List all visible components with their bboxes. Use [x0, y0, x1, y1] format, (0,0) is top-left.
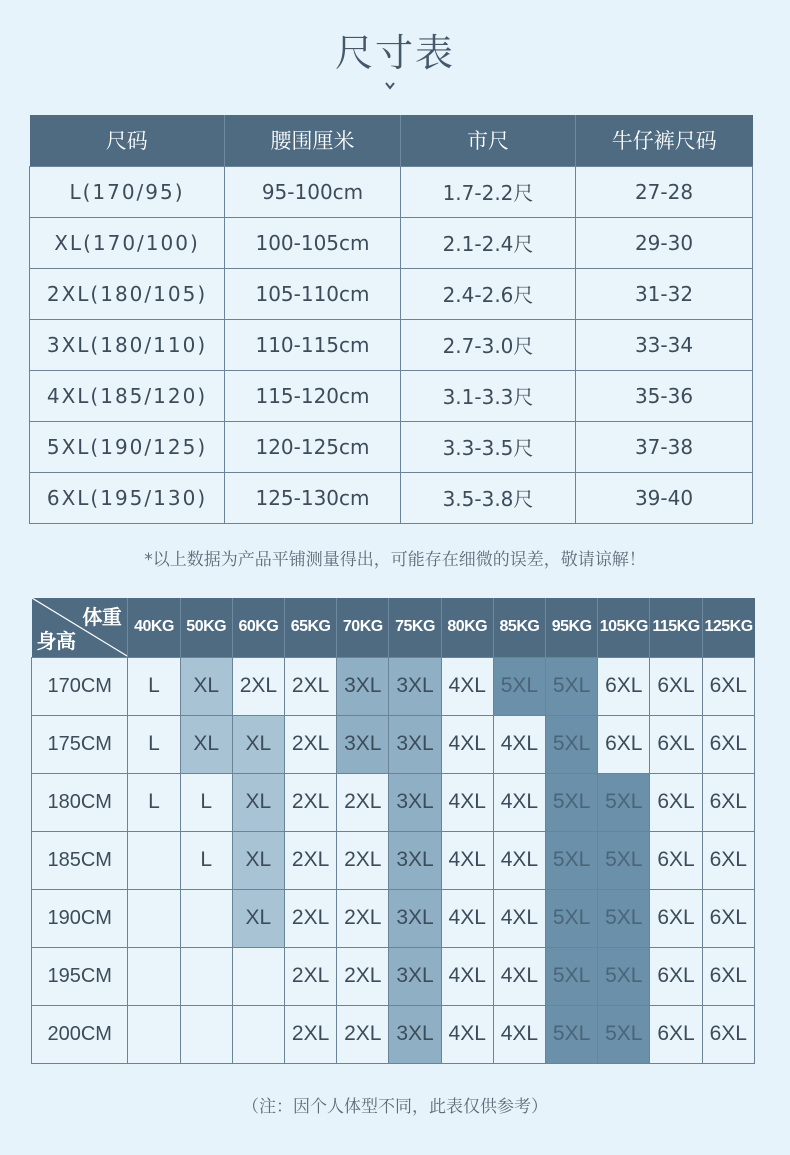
- weight-header: 85KG: [493, 598, 545, 657]
- size-cell: 4XL: [441, 773, 493, 831]
- measurement-note: *以上数据为产品平铺测量得出，可能存在细微的误差，敬请谅解！: [144, 550, 646, 570]
- size-cell: 5XL: [546, 947, 598, 1005]
- table-row: [30, 268, 753, 319]
- weight-header: 125KG: [702, 598, 754, 657]
- size-cell: 2XL: [285, 657, 337, 715]
- cell-jeans-size: 27-28: [576, 166, 753, 217]
- size-cell: XL: [232, 773, 284, 831]
- weight-header: 115KG: [650, 598, 702, 657]
- cell-size: 3XL(180/110): [30, 319, 225, 370]
- weight-header: 65KG: [285, 598, 337, 657]
- size-table: [29, 115, 753, 524]
- size-cell: [128, 889, 180, 947]
- size-cell: L: [128, 657, 180, 715]
- size-cell: 2XL: [285, 889, 337, 947]
- cell-jeans-size: 35-36: [576, 370, 753, 421]
- size-cell: [128, 831, 180, 889]
- table-row: [32, 831, 755, 889]
- size-cell: 5XL: [546, 831, 598, 889]
- table-row: [30, 166, 753, 217]
- size-cell: 6XL: [702, 773, 754, 831]
- cell-chinese-foot: 2.1-2.4尺: [401, 217, 576, 268]
- weight-header: 80KG: [441, 598, 493, 657]
- size-cell: 3XL: [389, 889, 441, 947]
- size-cell: 4XL: [493, 947, 545, 1005]
- weight-header: 105KG: [598, 598, 650, 657]
- size-cell: [180, 889, 232, 947]
- table-row: [32, 715, 755, 773]
- size-cell: XL: [232, 831, 284, 889]
- cell-waist: 125-130cm: [225, 472, 401, 523]
- size-cell: 2XL: [232, 657, 284, 715]
- size-cell: 5XL: [598, 773, 650, 831]
- weight-header: 70KG: [337, 598, 389, 657]
- size-cell: 5XL: [598, 947, 650, 1005]
- weight-header: 60KG: [232, 598, 284, 657]
- cell-size: 4XL(185/120): [30, 370, 225, 421]
- height-label: 190CM: [32, 889, 128, 947]
- size-cell: 4XL: [441, 831, 493, 889]
- table-row: [30, 217, 753, 268]
- cell-jeans-size: 37-38: [576, 421, 753, 472]
- cell-waist: 105-110cm: [225, 268, 401, 319]
- size-cell: 6XL: [702, 715, 754, 773]
- cell-chinese-foot: 3.1-3.3尺: [401, 370, 576, 421]
- size-cell: 6XL: [650, 947, 702, 1005]
- size-cell: 6XL: [650, 1005, 702, 1063]
- cell-waist: 100-105cm: [225, 217, 401, 268]
- reference-note: （注：因个人体型不同，此表仅供参考）: [242, 1097, 548, 1117]
- size-cell: L: [180, 831, 232, 889]
- size-cell: L: [128, 715, 180, 773]
- cell-waist: 110-115cm: [225, 319, 401, 370]
- size-cell: 6XL: [598, 657, 650, 715]
- cell-jeans-size: 31-32: [576, 268, 753, 319]
- size-cell: L: [128, 773, 180, 831]
- size-cell: 2XL: [337, 947, 389, 1005]
- size-cell: 4XL: [493, 889, 545, 947]
- size-cell: 6XL: [650, 831, 702, 889]
- size-cell: 6XL: [702, 657, 754, 715]
- chevron-down-icon: [385, 82, 395, 90]
- size-cell: 4XL: [441, 889, 493, 947]
- size-cell: 5XL: [493, 657, 545, 715]
- weight-header: 40KG: [128, 598, 180, 657]
- cell-chinese-foot: 3.5-3.8尺: [401, 472, 576, 523]
- table-row: [30, 421, 753, 472]
- size-cell: [232, 947, 284, 1005]
- header-size: 尺码: [30, 115, 225, 166]
- size-cell: 2XL: [285, 831, 337, 889]
- cell-chinese-foot: 1.7-2.2尺: [401, 166, 576, 217]
- height-label: 175CM: [32, 715, 128, 773]
- size-cell: 5XL: [546, 715, 598, 773]
- size-cell: 5XL: [546, 657, 598, 715]
- cell-chinese-foot: 2.4-2.6尺: [401, 268, 576, 319]
- size-cell: 6XL: [650, 657, 702, 715]
- height-label: 200CM: [32, 1005, 128, 1063]
- size-cell: 4XL: [493, 1005, 545, 1063]
- size-cell: 4XL: [493, 773, 545, 831]
- weight-header: 95KG: [546, 598, 598, 657]
- size-cell: 5XL: [598, 889, 650, 947]
- weight-header: 75KG: [389, 598, 441, 657]
- size-cell: XL: [180, 657, 232, 715]
- size-cell: 3XL: [337, 657, 389, 715]
- height-label: 170CM: [32, 657, 128, 715]
- size-cell: 5XL: [546, 889, 598, 947]
- size-cell: 6XL: [650, 715, 702, 773]
- size-cell: 2XL: [337, 889, 389, 947]
- size-cell: [180, 947, 232, 1005]
- page-title: 尺寸表: [334, 31, 455, 75]
- cell-size: L(170/95): [30, 166, 225, 217]
- size-cell: 6XL: [650, 773, 702, 831]
- size-cell: 2XL: [285, 773, 337, 831]
- fit-table-header: [32, 598, 755, 657]
- size-cell: 3XL: [389, 947, 441, 1005]
- size-cell: L: [180, 773, 232, 831]
- table-row: [30, 370, 753, 421]
- size-cell: 2XL: [285, 947, 337, 1005]
- size-cell: 5XL: [598, 831, 650, 889]
- size-cell: 3XL: [389, 1005, 441, 1063]
- table-row: [30, 472, 753, 523]
- cell-chinese-foot: 3.3-3.5尺: [401, 421, 576, 472]
- table-row: [32, 773, 755, 831]
- cell-waist: 95-100cm: [225, 166, 401, 217]
- height-label: 180CM: [32, 773, 128, 831]
- cell-waist: 120-125cm: [225, 421, 401, 472]
- cell-size: XL(170/100): [30, 217, 225, 268]
- size-table-header: [30, 115, 753, 166]
- size-cell: 2XL: [285, 715, 337, 773]
- size-cell: 6XL: [702, 1005, 754, 1063]
- size-cell: 6XL: [702, 889, 754, 947]
- table-row: [32, 889, 755, 947]
- size-cell: XL: [232, 889, 284, 947]
- cell-jeans-size: 39-40: [576, 472, 753, 523]
- height-label: 185CM: [32, 831, 128, 889]
- size-cell: 5XL: [598, 1005, 650, 1063]
- height-label: 195CM: [32, 947, 128, 1005]
- size-cell: 3XL: [389, 715, 441, 773]
- table-row: [32, 657, 755, 715]
- corner-height-label: 身高: [36, 630, 76, 653]
- size-cell: 3XL: [389, 773, 441, 831]
- size-cell: 3XL: [337, 715, 389, 773]
- header-waist: 腰围厘米: [225, 115, 401, 166]
- size-cell: 4XL: [493, 715, 545, 773]
- size-cell: 6XL: [598, 715, 650, 773]
- size-cell: 2XL: [337, 773, 389, 831]
- size-cell: 5XL: [546, 1005, 598, 1063]
- size-cell: [128, 947, 180, 1005]
- size-cell: 6XL: [702, 831, 754, 889]
- size-cell: 3XL: [389, 657, 441, 715]
- size-cell: 4XL: [493, 831, 545, 889]
- header-jeans-size: 牛仔裤尺码: [576, 115, 753, 166]
- weight-header: 50KG: [180, 598, 232, 657]
- table-row: [30, 319, 753, 370]
- size-cell: [128, 1005, 180, 1063]
- size-cell: 2XL: [285, 1005, 337, 1063]
- size-cell: 4XL: [441, 657, 493, 715]
- fit-table: [31, 598, 755, 1064]
- size-cell: 4XL: [441, 1005, 493, 1063]
- cell-size: 5XL(190/125): [30, 421, 225, 472]
- corner-weight-label: 体重: [82, 607, 122, 629]
- size-cell: 2XL: [337, 1005, 389, 1063]
- table-row: [32, 947, 755, 1005]
- size-cell: XL: [180, 715, 232, 773]
- cell-size: 2XL(180/105): [30, 268, 225, 319]
- size-cell: 5XL: [546, 773, 598, 831]
- header-chinese-foot: 市尺: [401, 115, 576, 166]
- size-cell: 6XL: [702, 947, 754, 1005]
- size-cell: 4XL: [441, 715, 493, 773]
- size-cell: 4XL: [441, 947, 493, 1005]
- cell-size: 6XL(195/130): [30, 472, 225, 523]
- cell-waist: 115-120cm: [225, 370, 401, 421]
- size-cell: 6XL: [650, 889, 702, 947]
- cell-jeans-size: 33-34: [576, 319, 753, 370]
- size-cell: [180, 1005, 232, 1063]
- size-cell: [232, 1005, 284, 1063]
- cell-chinese-foot: 2.7-3.0尺: [401, 319, 576, 370]
- size-cell: XL: [232, 715, 284, 773]
- table-row: [32, 1005, 755, 1063]
- size-cell: 2XL: [337, 831, 389, 889]
- corner-cell: [32, 598, 128, 657]
- cell-jeans-size: 29-30: [576, 217, 753, 268]
- size-cell: 3XL: [389, 831, 441, 889]
